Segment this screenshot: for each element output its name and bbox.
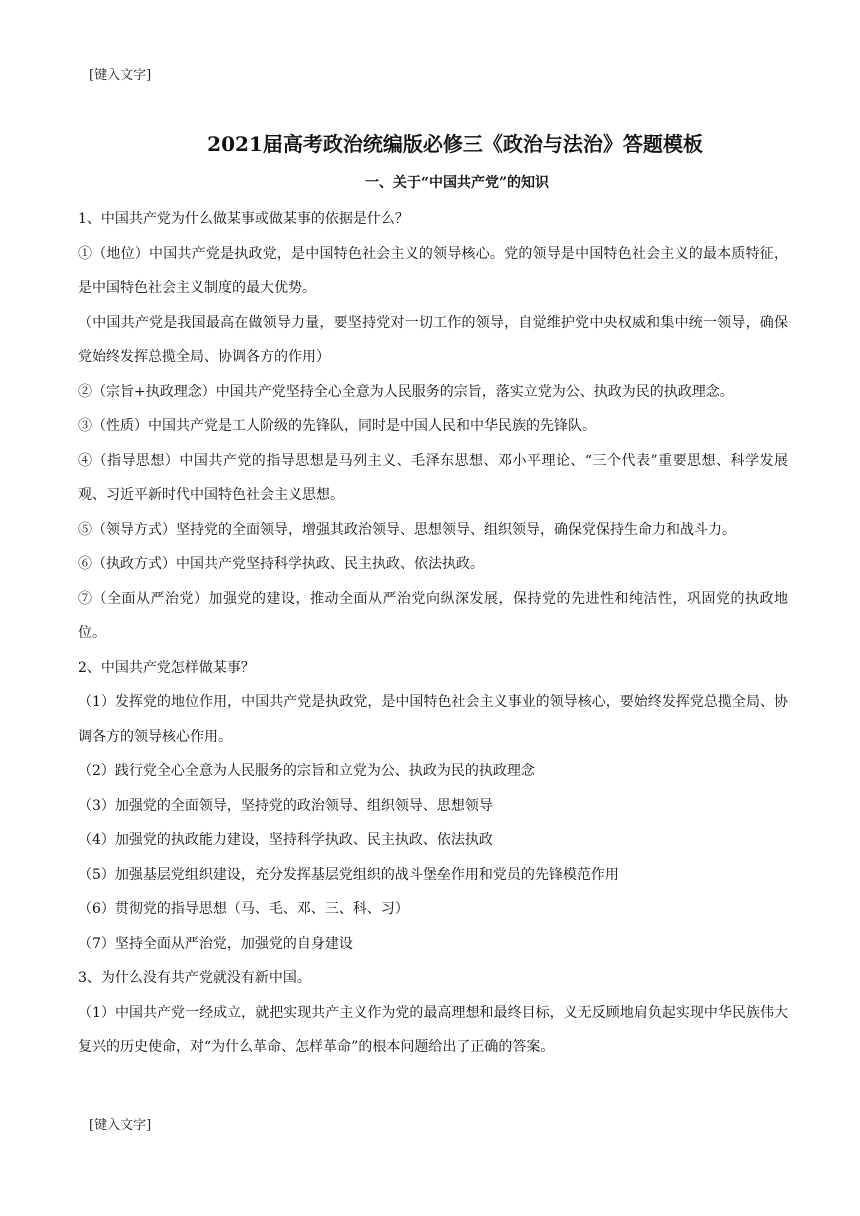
answer-point: ⑤（领导方式）坚持党的全面领导，增强其政治领导、思想领导、组织领导，确保党保持生命力和战斗力。 [78,521,736,538]
document-title: 2021届高考政治统编版必修三《政治与法治》答题模板 [207,132,703,156]
answer-point: （7）坚持全面从严治党，加强党的自身建设 [78,935,353,952]
answer-point: ①（地位）中国共产党是执政党，是中国特色社会主义的领导核心。党的领导是中国特色社会主义的最本质特征，是中国特色社会主义制度的最大优势。 [78,245,788,296]
question-heading-1: 1、中国共产党为什么做某事或做某事的依据是什么？ [78,211,409,227]
question-heading-3: 3、为什么没有共产党就没有新中国。 [78,970,311,986]
answer-point: （5）加强基层党组织建设，充分发挥基层党组织的战斗堡垒作用和党员的先锋模范作用 [78,866,619,883]
answer-point: ②（宗旨+执政理念）中国共产党坚持全心全意为人民服务的宗旨，落实立党为公、执政为民的执政理念。 [78,383,734,400]
answer-point: （1）中国共产党一经成立，就把实现共产主义作为党的最高理想和最终目标，义无反顾地肩负起实现中华民族伟大复兴的历史使命，对“为什么革命、怎样革命”的根本问题给出了正确的答案。 [78,1004,788,1055]
page-header: [键入文字] [89,68,152,83]
answer-point: ④（指导思想）中国共产党的指导思想是马列主义、毛泽东思想、邓小平理论、“三个代表”重要思想、科学发展观、习近平新时代中国特色社会主义思想。 [78,452,788,503]
answer-point: ③（性质）中国共产党是工人阶级的先锋队，同时是中国人民和中华民族的先锋队。 [78,418,596,434]
question-heading-2: 2、中国共产党怎样做某事？ [78,659,255,676]
answer-point: （1）发挥党的地位作用，中国共产党是执政党，是中国特色社会主义事业的领导核心，要始终发挥党总揽全局、协调各方的领导核心作用。 [78,694,788,745]
answer-point: ⑦（全面从严治党）加强党的建设，推动全面从严治党向纵深发展，保持党的先进性和纯洁性，巩固党的执政地位。 [78,590,788,641]
document-body [78,202,788,1065]
answer-note: （中国共产党是我国最高在做领导力量，要坚持党对一切工作的领导，自觉维护党中央权威和集中统一领导，确保党始终发挥总揽全局、协调各方的作用） [78,314,788,365]
answer-point: （6）贯彻党的指导思想（马、毛、邓、三、科、习） [78,901,409,917]
page-footer: [键入文字] [89,1118,152,1133]
answer-point: （2）践行党全心全意为人民服务的宗旨和立党为公、执政为民的执政理念 [78,763,535,779]
answer-point: （4）加强党的执政能力建设，坚持科学执政、民主执政、依法执政 [78,832,493,848]
section-heading: 一、关于“中国共产党”的知识 [364,175,550,191]
answer-point: ⑥（执政方式）中国共产党坚持科学执政、民主执政、依法执政。 [78,556,484,572]
answer-point: （3）加强党的全面领导，坚持党的政治领导、组织领导、思想领导 [78,797,493,814]
